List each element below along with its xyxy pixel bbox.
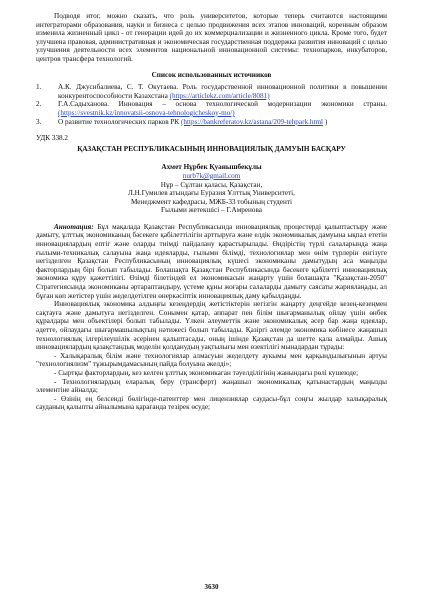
- intro-paragraph: Подводя итог, можно сказать, что роль университетов, которые теперь считаются настоящими интеграторами образования, науки и бизнеса с целью продвижения всех этапов инноваций, коренным образом изменила жизненный цикл - от генерации идей до их коммерциализации и жизненного цикла. Кроме того, будет улучшена правовая, административная и экономическая государственная поддержка развития инноваций с целью улучшения деятельности всех элементов национальной инновационной системы: технопарков, инкубаторов, центров трансфера технологий.: [36, 12, 387, 63]
- author-supervisor: Ғылыми жетекшісі – Г.Амренова: [161, 206, 262, 215]
- abstract-label: Аннотация:: [54, 222, 94, 231]
- author-university: Л.Н.Гумилев атындағы Еуразия Ұлттық Университеті,: [128, 189, 295, 198]
- reference-link[interactable]: (https://svestnik.kz/innovatsii-osnova-tehnologicheskoy-mo/): [58, 108, 235, 117]
- author-department: Менеджмент кафедрасы, МЖБ-33 тобының студенті: [131, 197, 292, 206]
- author-email-link[interactable]: nurb7k@gmail.com: [182, 171, 241, 180]
- body-list-item: - Сыртқы факторлардың, кез келген ұлттық экономикаган тәуелділігінің жанындағы рөлі кушеюде;: [54, 368, 359, 377]
- udk-code: УДК 338.2: [36, 134, 69, 143]
- reference-link[interactable]: (https://bankreferatov.kz/astana/209-tehpark.html: [181, 117, 324, 126]
- author-block: [36, 163, 387, 215]
- body-list-item: - Халықаралық білім және технологиялар алмасуын жеделдету аукымы мен қарқындылығынын артуы "технологиялизм" тұжырымдамасының пайда болуына әкелді»;: [36, 351, 387, 369]
- body-list-item: - Өзінің ең белсенді бөлігінде-патенттер мен лицензиялар саудасы-бұл соңғы жылдар халықаралық сауданың қалыпты айналымына қарағанда тезірек өсуде;: [36, 394, 387, 412]
- article-title: ҚАЗАҚСТАН РЕСПУБЛИКАСЫНЫҢ ИННОВАЦИЯЛЫҚ ДАМУЫН БАСҚАРУ: [77, 144, 346, 153]
- references-list: [36, 83, 387, 126]
- abstract-paragraph: [36, 223, 387, 300]
- body-paragraph: Инновациялық экономика алдыңғы кезеңдердің жетістіктерін негізгін жаңарту деңгейде кезең-кезеңмен сақтауға және дамытуға негізделген. Сонымен қатар, аппарат пен білім шығарманылық ойлау үшін өнбек құралдары мен объектілері болып табылады. Үлкен әлеуметтік және экономикалық әсер бар жаңа идеялар, әдетте, ойлаудағы шығармашылықтың нәтижесі болып табылады. Қазіргі әлемде экономика көбінесе жаңашыл технологиялық ілгерілеушілік әсерінен қалыптасады, оның ішінде Қазақстан да шетте қала алмайды. Ашық инновациялардың қазақстандық моделін қолданудың уақтылығы мен өзектілігі мынадардан тұрады:: [36, 300, 387, 352]
- references-heading: Список использованных источников: [151, 70, 272, 79]
- reference-text: О развитие технологических парков РК (https://bankreferatov.kz/astana/209-tehpark.html ): [58, 117, 328, 126]
- reference-item: [36, 100, 387, 117]
- reference-number: 1.: [36, 83, 42, 92]
- author-city: Нұр – Сұлтан қаласы, Қазақстан,: [160, 180, 263, 189]
- body-list-item: - Технологиялардың еларалық беру (трансферт) жаңашыл экономикалық қатынастардың маңызды элементіне айналда;: [36, 377, 387, 395]
- author-name: Ахмет Нұрбек Қуанышбекұлы: [161, 163, 262, 172]
- reference-number: 2.: [36, 100, 42, 109]
- page-number: 3630: [204, 583, 219, 591]
- reference-item: [36, 118, 387, 127]
- abstract-text: Бұл мақалада Қазақстан Республикасында инновациялық процестерді қалыптастыру және дамыту, ұлттық экономиканың бәсекеге қабілеттілігін арттыруға және елдік экономикалық дамуына ықпал ететін инновациялардың ептіг және оларды тиімді пайдалану қарастырылады. Өндірістің түрлі салаларында жаңа ғылыми-техникалық салауына жаңа идеяларды, ғылыми білімді, технологиялар мен өнім түрлерін енгізуге негізделген Қазақстан Республикасының инновациялық күшесі экономиканы дамытудың аса маңызды факторлардың бірі болып табылады. Болашақта Қазақстан Республикасында бәсекеге қабілетті инновациялық экономика құру қажеттілігі. Өзімді білетіндей ел экономикасын жаңарту үшін болашақта "Қазақстан-2050" Стратегиясында экономиканы әртараптандыру, үстеме құны жоғары салаларды дамыту саясаты жариялаңады, ал бұған көп жетістер үшін жеделдетілген өнеркәсіптік инновациялық даму қабылдаңды.: [36, 222, 387, 300]
- reference-link[interactable]: (https://articlekz.com/article/8081): [169, 91, 270, 100]
- reference-item: [36, 83, 387, 100]
- reference-text: Г.А.Садыханова. Инновация – основа технологической модернизации экономики страны. (https://svestnik.kz/innovatsii-osnova-tehnologicheskoy-mo/): [58, 100, 387, 117]
- reference-text: А.К. Джусибалиева, С. Т. Окутаева. Роль государственной инновационной политики в повышении конкурентоспособности Казахстана (https://articlekz.com/article/8081): [58, 83, 387, 100]
- reference-number: 3.: [36, 117, 42, 126]
